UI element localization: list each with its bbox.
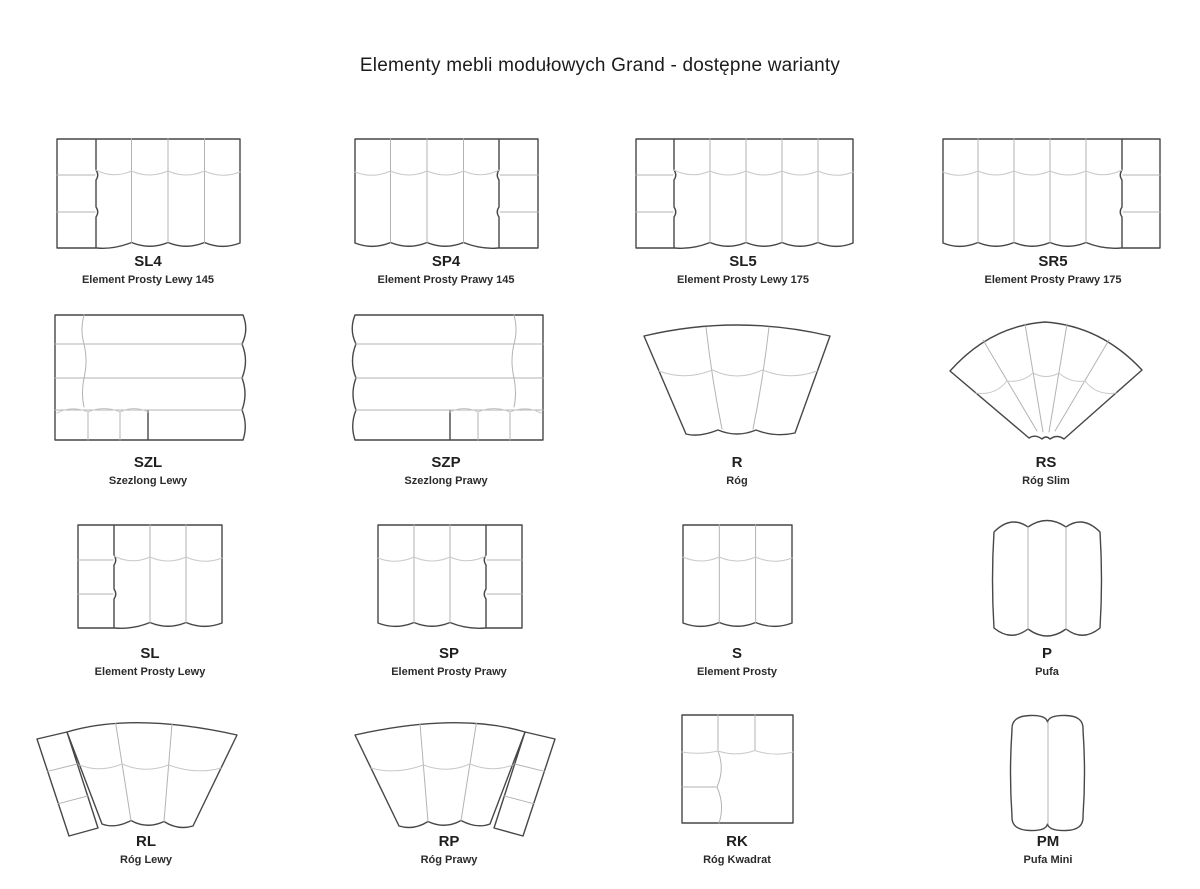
outline-path bbox=[683, 525, 792, 626]
outline-path bbox=[57, 139, 240, 248]
diagram-pm bbox=[1011, 715, 1085, 830]
diagram-rk bbox=[682, 715, 793, 823]
item-label-sp bbox=[391, 646, 507, 678]
item-code: SZP bbox=[431, 454, 461, 471]
item-label-s bbox=[697, 646, 777, 678]
item-code: RL bbox=[135, 833, 156, 850]
diagram-s bbox=[683, 525, 792, 626]
item-label-pm bbox=[1024, 834, 1073, 866]
seam-lines bbox=[57, 139, 205, 243]
item-label-sp4 bbox=[378, 254, 515, 286]
item-code: SP bbox=[438, 645, 459, 662]
item-name: Pufa Mini bbox=[1023, 853, 1073, 866]
diagram-sp4 bbox=[355, 139, 538, 248]
item-name: Element Prosty bbox=[696, 665, 778, 678]
diagram-sl5 bbox=[636, 139, 853, 248]
item-code: R bbox=[731, 454, 743, 471]
item-label-sl bbox=[95, 646, 206, 678]
item-label-rk bbox=[703, 834, 771, 866]
item-name: Róg Lewy bbox=[120, 853, 172, 866]
seam-lines bbox=[55, 315, 243, 440]
item-code: RS bbox=[1035, 454, 1057, 471]
item-code: SL4 bbox=[134, 253, 162, 270]
item-label-szp bbox=[404, 455, 487, 487]
outline-path bbox=[636, 139, 853, 248]
item-name: Róg Kwadrat bbox=[703, 853, 771, 866]
seam-lines bbox=[48, 723, 172, 822]
seam-lines bbox=[706, 327, 769, 429]
outline-path bbox=[37, 723, 237, 836]
item-code: SL5 bbox=[729, 253, 757, 270]
item-label-rs bbox=[1022, 455, 1070, 487]
cushion-scallop bbox=[683, 557, 792, 561]
diagram-p bbox=[993, 521, 1102, 637]
item-name: Róg Prawy bbox=[420, 853, 478, 866]
item-name: Element Prosty Lewy bbox=[94, 665, 206, 678]
item-name: Element Prosty Prawy 145 bbox=[377, 273, 515, 286]
item-name: Szezlong Prawy bbox=[404, 474, 488, 487]
item-name: Element Prosty Lewy 175 bbox=[676, 273, 810, 286]
item-name: Element Prosty Prawy 175 bbox=[984, 273, 1122, 286]
item-code: P bbox=[1041, 645, 1052, 662]
item-code: RP bbox=[438, 833, 460, 850]
cushion-scallop bbox=[80, 764, 221, 771]
diagram-sr5 bbox=[943, 139, 1160, 248]
item-name: Element Prosty Lewy 145 bbox=[81, 273, 215, 286]
diagram-szl bbox=[55, 315, 246, 440]
seam-lines bbox=[719, 525, 755, 623]
item-code: SZL bbox=[133, 454, 163, 471]
cushion-scallop bbox=[682, 751, 793, 755]
item-label-rp bbox=[421, 834, 478, 866]
cushion-scallop bbox=[674, 170, 853, 175]
item-label-szl bbox=[109, 455, 187, 487]
item-code: SR5 bbox=[1038, 253, 1068, 270]
item-name: Pufa bbox=[1035, 665, 1059, 678]
cushion-scallop bbox=[976, 373, 1116, 394]
page-title: Elementy mebli modułowych Grand - dostępne warianty bbox=[359, 55, 841, 76]
item-label-sl4 bbox=[82, 254, 214, 286]
item-name: Róg bbox=[726, 474, 748, 487]
diagram-szp bbox=[352, 315, 543, 440]
cushion-scallop bbox=[659, 370, 817, 376]
item-code: SP4 bbox=[431, 253, 461, 270]
seam-lines bbox=[682, 715, 755, 823]
item-label-rl bbox=[120, 834, 172, 866]
diagram-sl4 bbox=[57, 139, 240, 248]
item-label-sr5 bbox=[985, 254, 1122, 286]
item-code: RK bbox=[726, 833, 748, 850]
item-name: Róg Slim bbox=[1022, 474, 1070, 487]
item-name: Element Prosty Prawy bbox=[391, 665, 507, 678]
diagram-rl bbox=[37, 723, 237, 836]
seam-lines bbox=[78, 525, 186, 623]
outline-path bbox=[950, 322, 1142, 439]
outline-path bbox=[682, 715, 793, 823]
item-code: PM bbox=[1036, 833, 1060, 850]
diagram-sp bbox=[378, 525, 522, 628]
item-code: SL bbox=[140, 645, 160, 662]
item-label-r bbox=[726, 455, 747, 487]
cushion-scallop bbox=[114, 556, 222, 561]
cushion-scallop bbox=[57, 409, 148, 414]
seam-lines bbox=[1028, 527, 1066, 629]
outline-path bbox=[993, 521, 1102, 637]
diagram-sl bbox=[78, 525, 222, 628]
item-label-sl5 bbox=[677, 254, 809, 286]
seam-lines bbox=[636, 139, 818, 243]
outline-path bbox=[644, 325, 830, 435]
diagram-rs bbox=[950, 322, 1142, 439]
item-name: Szezlong Lewy bbox=[108, 474, 188, 487]
diagram-r bbox=[644, 325, 830, 435]
item-label-p bbox=[1035, 646, 1059, 678]
diagram-rp bbox=[355, 723, 555, 836]
item-code: S bbox=[731, 645, 742, 662]
